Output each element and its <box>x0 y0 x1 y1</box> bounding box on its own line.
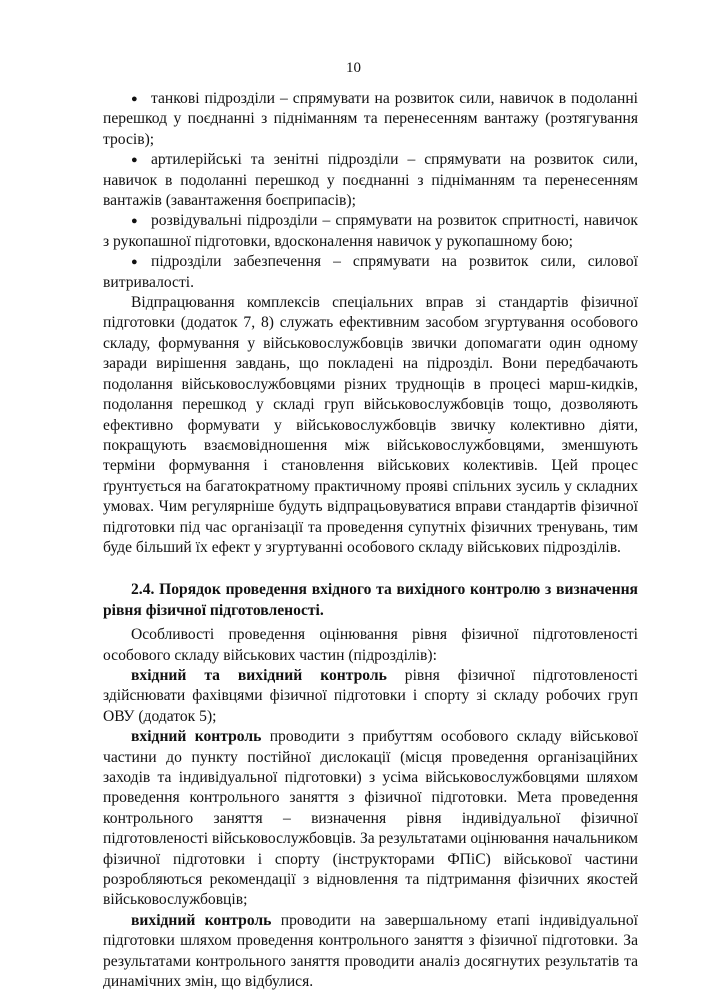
bullet-text: розвідувальні підрозділи – спрямувати на розвиток спритності, навичок з рукопашної підготовки, вдосконалення навичок у рукопашному бою; <box>103 212 638 250</box>
term-text: проводити з прибуттям особового складу військової частини до пункту постійної дислокації (місця проведення організаційних заходів та індивідуальної підготовки) з усіма військовослужбовцями шляхом проведення контрольного заняття з фізичної підготовки. Мета проведення контрольного заняття – визначення рівня індивідуальної фізичної підготовленості військовослужбовців. За результатами оцінювання начальником фізичної підготовки і спорту (інструкторами ФПіС) військової частини розробляються рекомендації з відновлення та підтримання фізичних якостей військовослужбовців; <box>103 728 638 909</box>
bullet-item-support-units <box>103 252 638 293</box>
page-content <box>103 89 638 992</box>
bullet-item-artillery-units <box>103 150 638 211</box>
term-bold: вхідний контроль <box>131 728 262 746</box>
bullet-icon: ● <box>131 93 138 105</box>
bullet-icon: ● <box>131 154 138 167</box>
paragraph-input-control <box>103 727 638 911</box>
bullet-item-recon-units <box>103 211 638 252</box>
page-number: 10 <box>346 60 361 76</box>
bullet-icon: ● <box>131 256 138 269</box>
term-bold: вихідний контроль <box>131 911 272 929</box>
bullet-icon: ● <box>131 215 138 228</box>
paragraph-output-control <box>103 911 638 993</box>
paragraph-assessment-features: Особливості проведення оцінювання рівня фізичної підготовленості особового складу військових частин (підрозділів): <box>103 626 638 664</box>
bullet-text: артилерійські та зенітні підрозділи – спрямувати на розвиток сили, навичок в подоланні перешкод у поєднанні з підніманням та перенесенням вантажів (завантаження боєприпасів); <box>103 151 638 210</box>
paragraph-exercise-complexes: Відпрацювання комплексів спеціальних вправ зі стандартів фізичної підготовки (додаток 7, 8) служать ефективним засобом згуртування особового складу, формування у військовослужбовців звички допомагати один одному заради вирішення завдань, що покладені на підрозділ. Вони передбачають подолання військовослужбовцями різних труднощів в процесі марш-кидків, подолання перешкод у складі груп військовослужбовців тощо, дозволяють ефективно формувати у військовослужбовців звичку колективно діяти, покращують взаємовідношення між військовослужбовцями, зменшують терміни формування і становлення військових колективів. Цей процес ґрунтується на багатократному практичному прояві спільних зусиль у складних умовах. Чим регулярніше будуть відпрацьовуватися вправи стандартів фізичної підготовки під час організації та проведення супутніх фізичних тренувань, тим буде більший їх ефект у згуртуванні особового складу військових підрозділів. <box>103 294 638 556</box>
bullet-item-tank-units <box>103 89 638 150</box>
paragraph-input-output-control <box>103 666 638 727</box>
bullet-text: підрозділи забезпечення – спрямувати на розвиток сили, силової витривалості. <box>103 253 638 291</box>
section-heading: 2.4. Порядок проведення вхідного та вихідного контролю з визначення рівня фізичної підготовленості. <box>103 581 638 619</box>
term-text: проводити на завершальному етапі індивідуальної підготовки шляхом проведення контрольного заняття з фізичної підготовки. За результатами контрольного заняття проводити аналіз досягнутих результатів та динамічних змін, що відбулися. <box>103 911 638 991</box>
term-bold: вхідний та вихідний контроль <box>131 666 387 684</box>
bullet-text: танкові підрозділи – спрямувати на розвиток сили, навичок в подоланні перешкод у поєднанні з підніманням та перенесенням вантажу (розтягування тросів); <box>103 90 638 148</box>
term-text: рівня фізичної підготовленості здійснювати фахівцями фізичної підготовки і спорту зі складу робочих груп ОВУ (додаток 5); <box>103 666 638 725</box>
